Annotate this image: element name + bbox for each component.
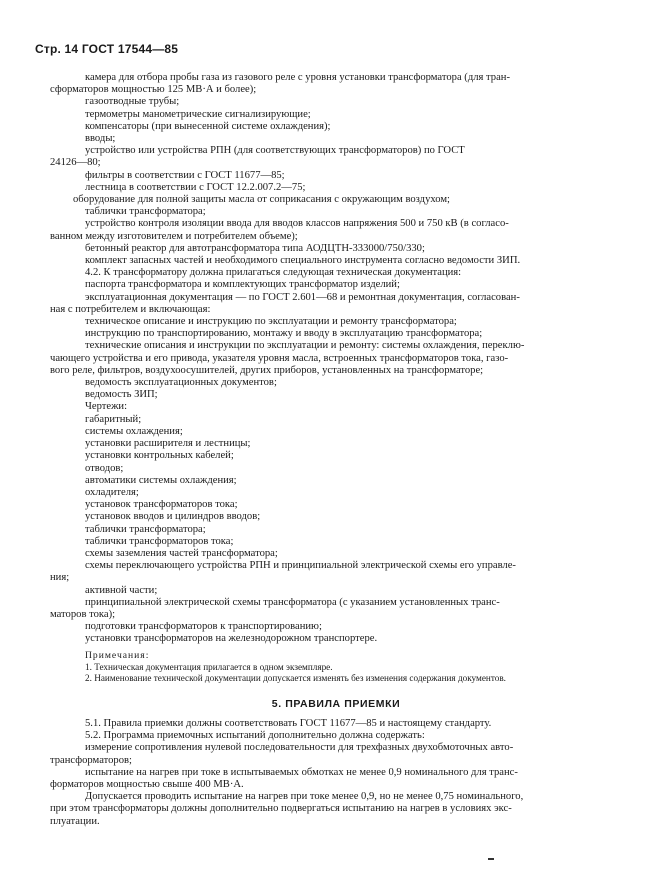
- text-line: комплект запасных частей и необходимого специального инструмента согласно ведомости ЗИП.: [85, 255, 521, 267]
- text-line: таблички трансформатора;: [85, 206, 206, 218]
- text-line: установки трансформаторов на железнодорожном транспортере.: [85, 633, 378, 645]
- text-line: Допускается проводить испытание на нагрев при токе менее 0,9, но не менее 0,75 номинального,: [85, 791, 524, 803]
- text-line: ная с потребителем и включающая:: [50, 303, 211, 315]
- text-line: чающего устройства и его привода, указателя уровня масла, встроенных трансформаторов тока, газо-: [50, 352, 509, 364]
- page-header: Стр. 14 ГОСТ 17544—85: [35, 42, 179, 56]
- text-line: схемы заземления частей трансформатора;: [85, 547, 278, 559]
- text-line: оборудование для полной защиты масла от соприкасания с окружающим воздухом;: [73, 194, 451, 206]
- text-line: технические описания и инструкции по эксплуатации и ремонту: системы охлаждения, переклю-: [85, 340, 525, 352]
- text-line: термометры манометрические сигнализирующие;: [85, 108, 311, 120]
- text-line: таблички трансформаторов тока;: [85, 535, 234, 547]
- text-line: инструкцию по транспортированию, монтажу и вводу в эксплуатацию трансформатора;: [85, 328, 483, 340]
- text-line: 5.1. Правила приемки должны соответствовать ГОСТ 11677—85 и настоящему стандарту.: [85, 717, 492, 729]
- text-line: паспорта трансформатора и комплектующих трансформатор изделий;: [85, 279, 400, 291]
- text-line: компенсаторы (при вынесенной системе охлаждения);: [85, 120, 331, 132]
- text-line: установок трансформаторов тока;: [85, 499, 238, 511]
- text-line: измерение сопротивления нулевой последовательности для трехфазных двухобмоточных авто-: [85, 742, 514, 754]
- text-line: устройство контроля изоляции ввода для вводов классов напряжения 500 и 750 кВ (в согласо-: [85, 218, 509, 230]
- text-line: лестница в соответствии с ГОСТ 12.2.007.2—75;: [85, 181, 306, 193]
- section-title: 5. ПРАВИЛА ПРИЕМКИ: [271, 697, 401, 710]
- text-line: ванном между изготовителем и потребителем объеме);: [50, 230, 298, 242]
- text-line: схемы переключающего устройства РПН и принципиальной электрической схемы его управле-: [85, 560, 516, 572]
- text-line: газоотводные трубы;: [85, 96, 180, 108]
- text-line: эксплуатационная документация — по ГОСТ 2.601—68 и ремонтная документация, согласован-: [85, 291, 520, 303]
- text-line: установки расширителя и лестницы;: [85, 438, 251, 450]
- text-line: плуатации.: [50, 815, 100, 827]
- text-line: техническое описание и инструкцию по эксплуатации и ремонту трансформатора;: [85, 316, 457, 328]
- text-line: бетонный реактор для автотрансформатора типа АОДЦТН-333000/750/330;: [85, 242, 425, 254]
- text-line: ния;: [50, 572, 70, 584]
- notes-list: [50, 662, 622, 684]
- footer-mark: [488, 858, 494, 860]
- text-line: автоматики системы охлаждения;: [85, 474, 237, 486]
- text-line: испытание на нагрев при токе в испытываемых обмотках не менее 0,9 номинального для транс-: [85, 766, 518, 778]
- text-line: габаритный;: [85, 413, 142, 425]
- text-line: 4.2. К трансформатору должна прилагаться следующая техническая документация:: [85, 267, 462, 279]
- text-line: форматоров мощностью свыше 400 МВ·А.: [50, 778, 244, 790]
- text-line: маторов тока);: [50, 608, 116, 620]
- text-line: Чертежи:: [85, 401, 128, 413]
- section-text: [50, 718, 622, 828]
- text-line: установки контрольных кабелей;: [85, 450, 234, 462]
- text-line: подготовки трансформаторов к транспортированию;: [85, 621, 322, 633]
- text-line: устройство или устройства РПН (для соответствующих трансформаторов) по ГОСТ: [85, 145, 465, 157]
- notes-heading: Примечания:: [85, 649, 150, 661]
- note-item: 2. Наименование технической документации допускается изменять без изменения содержания документов.: [85, 672, 506, 683]
- text-line: охладителя;: [85, 486, 139, 498]
- text-line: таблички трансформатора;: [85, 523, 206, 535]
- text-line: трансформаторов;: [50, 754, 132, 766]
- text-line: сформаторов мощностью 125 МВ·А и более);: [50, 84, 257, 96]
- text-line: фильтры в соответствии с ГОСТ 11677—85;: [85, 169, 285, 181]
- text-line: установок вводов и цилиндров вводов;: [85, 511, 261, 523]
- main-text: [50, 72, 622, 646]
- text-line: ведомость эксплуатационных документов;: [85, 377, 277, 389]
- text-line: 24126—80;: [50, 157, 101, 169]
- text-line: при этом трансформаторы должны дополнительно подвергаться испытанию на нагрев в условиях экс-: [50, 803, 512, 815]
- note-item: 1. Техническая документация прилагается в одном экземпляре.: [85, 661, 333, 672]
- text-line: системы охлаждения;: [85, 425, 183, 437]
- text-line: вводы;: [85, 133, 116, 145]
- text-line: отводов;: [85, 462, 124, 474]
- text-line: 5.2. Программа приемочных испытаний дополнительно должна содержать:: [85, 730, 425, 742]
- text-line: вого реле, фильтров, воздухоосушителей, других приборов, установленных на трансформаторе;: [50, 364, 484, 376]
- text-line: ведомость ЗИП;: [85, 389, 158, 401]
- text-line: принципиальной электрической схемы трансформатора (с указанием установленных транс-: [85, 596, 500, 608]
- document-body: [50, 72, 622, 828]
- text-line: активной части;: [85, 584, 158, 596]
- text-line: камера для отбора пробы газа из газового реле с уровня установки трансформатора (для тран-: [85, 72, 510, 83]
